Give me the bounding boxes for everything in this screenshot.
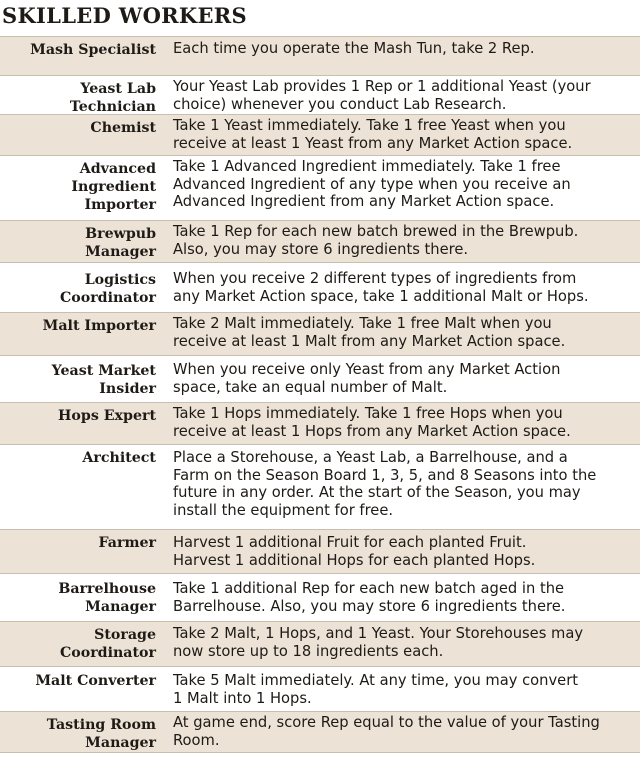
worker-name: Malt Converter	[35, 673, 156, 689]
worker-name: Mash Specialist	[30, 42, 156, 58]
worker-row	[0, 622, 640, 667]
worker-name: Architect	[82, 450, 156, 466]
worker-row	[0, 403, 640, 445]
worker-description: Harvest 1 additional Fruit for each planted Fruit. Harvest 1 additional Hops for each planted Hops.	[173, 534, 536, 569]
worker-row	[0, 712, 640, 753]
workers-table	[0, 36, 640, 753]
worker-name: Yeast Market Insider	[51, 363, 156, 397]
worker-name: Barrelhouse Manager	[58, 581, 156, 615]
worker-row	[0, 667, 640, 712]
worker-description: Take 2 Malt immediately. Take 1 free Malt when you receive at least 1 Malt from any Market Action space.	[173, 315, 566, 350]
worker-description: Take 1 Hops immediately. Take 1 free Hops when you receive at least 1 Hops from any Market Action space.	[173, 405, 571, 440]
worker-row	[0, 445, 640, 530]
worker-description: Each time you operate the Mash Tun, take 2 Rep.	[173, 40, 535, 57]
worker-description: Take 1 Yeast immediately. Take 1 free Yeast when you receive at least 1 Yeast from any Market Action space.	[173, 117, 573, 152]
worker-name: Hops Expert	[58, 408, 156, 424]
worker-description: Take 1 additional Rep for each new batch aged in the Barrelhouse. Also, you may store 6 ingredients there.	[173, 580, 566, 615]
worker-row	[0, 574, 640, 622]
worker-name: Chemist	[90, 120, 156, 136]
worker-row	[0, 37, 640, 76]
worker-description: Place a Storehouse, a Yeast Lab, a Barrelhouse, and a Farm on the Season Board 1, 3, 5, and 8 Seasons into the future in any order. At the start of the Season, you may install the equipment for free.	[173, 449, 597, 520]
worker-row	[0, 356, 640, 403]
worker-description: When you receive only Yeast from any Market Action space, take an equal number of Malt.	[173, 361, 561, 396]
worker-description: Take 1 Advanced Ingredient immediately. Take 1 free Advanced Ingredient of any type when you receive an Advanced Ingredient from any Market Action space.	[173, 158, 571, 211]
worker-description: Take 5 Malt immediately. At any time, you may convert 1 Malt into 1 Hops.	[173, 672, 578, 707]
worker-name: Storage Coordinator	[59, 627, 156, 661]
worker-row	[0, 76, 640, 115]
worker-row	[0, 221, 640, 263]
worker-description: At game end, score Rep equal to the value of your Tasting Room.	[173, 714, 600, 749]
worker-row	[0, 156, 640, 221]
worker-name: Brewpub Manager	[85, 226, 156, 260]
worker-name: Farmer	[98, 535, 156, 551]
section-title: SKILLED WORKERS	[2, 3, 248, 28]
worker-row	[0, 263, 640, 313]
worker-description: Take 2 Malt, 1 Hops, and 1 Yeast. Your Storehouses may now store up to 18 ingredients each.	[173, 625, 584, 660]
worker-name: Malt Importer	[42, 318, 156, 334]
worker-row	[0, 313, 640, 356]
worker-row	[0, 115, 640, 156]
worker-description: When you receive 2 different types of ingredients from any Market Action space, take 1 additional Malt or Hops.	[173, 270, 589, 305]
worker-name: Tasting Room Manager	[46, 717, 156, 751]
worker-name: Logistics Coordinator	[59, 272, 156, 306]
worker-description: Take 1 Rep for each new batch brewed in the Brewpub. Also, you may store 6 ingredients there.	[173, 223, 579, 258]
worker-description: Your Yeast Lab provides 1 Rep or 1 additional Yeast (your choice) whenever you conduct Lab Research.	[173, 78, 591, 113]
worker-name: Yeast Lab Technician	[69, 81, 156, 115]
worker-row	[0, 530, 640, 574]
worker-name: Advanced Ingredient Importer	[71, 161, 156, 213]
